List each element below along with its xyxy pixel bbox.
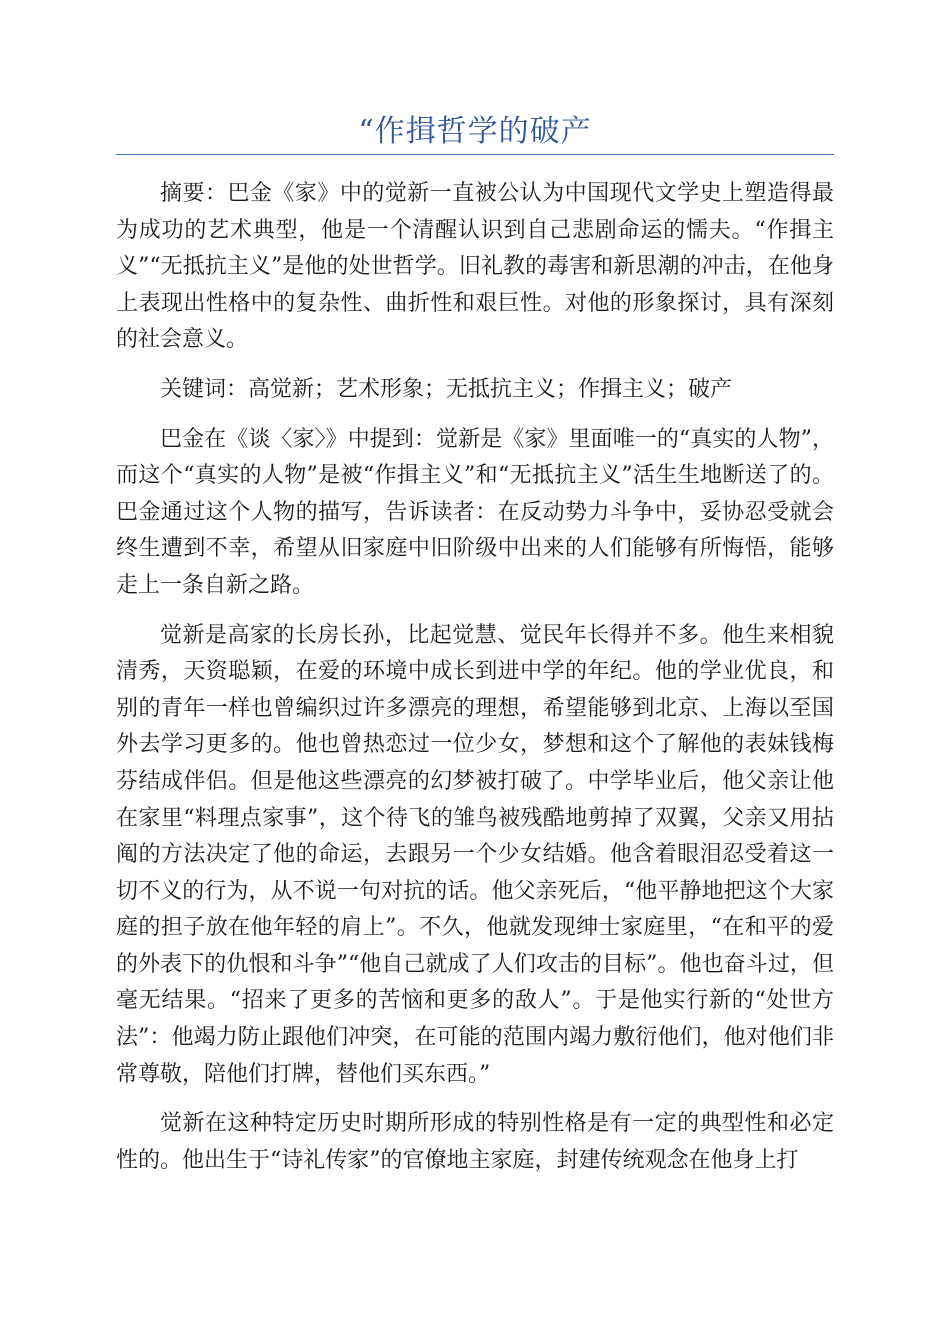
keywords-paragraph: 关键词：高觉新；艺术形象；无抵抗主义；作揖主义；破产 <box>160 376 733 402</box>
body-paragraph: 巴金在《谈〈家〉》中提到：觉新是《家》里面唯一的“真实的人物”，而这个“真实的人物”是被“作揖主义”和“无抵抗主义”活生生地断送了的。巴金通过这个人物的描写，告诉读者：在反动势力斗争中，妥协忍受就会终生遭到不幸，希望从旧家庭中旧阶级中出来的人们能够有所悔悟，能够走上一条自新之路。 <box>116 426 834 598</box>
document-title: “作揖哲学的破产 <box>358 114 592 149</box>
body-paragraph: 觉新在这种特定历史时期所形成的特别性格是有一定的典型性和必定性的。他出生于“诗礼传家”的官僚地主家庭，封建传统观念在他身上打 <box>116 1111 834 1173</box>
body-paragraph: 觉新是高家的长房长孙，比起觉慧、觉民年长得并不多。他生来相貌清秀，天资聪颖，在爱的环境中成长到进中学的年纪。他的学业优良，和别的青年一样也曾编织过许多漂亮的理想，希望能够到北京、上海以至国外去学习更多的。他也曾热恋过一位少女，梦想和这个了解他的表妹钱梅芬结成伴侣。但是他这些漂亮的幻梦被打破了。中学毕业后，他父亲让他在家里“料理点家事”，这个待飞的雏鸟被残酷地剪掉了双翼，父亲又用拈阄的方法决定了他的命运，去跟另一个少女结婚。他含着眼泪忍受着这一切不义的行为，从不说一句对抗的话。他父亲死后，“他平静地把这个大家庭的担子放在他年轻的肩上”。不久，他就发现绅士家庭里，“在和平的爱的外表下的仇恨和斗争”“他自己就成了人们攻击的目标”。他也奋斗过，但毫无结果。“招来了更多的苦恼和更多的敌人”。于是他实行新的“处世方法”：他竭力防止跟他们冲突，在可能的范围内竭力敷衍他们，他对他们非常尊敬，陪他们打牌，替他们买东西。” <box>116 622 834 1087</box>
title-divider <box>116 154 834 155</box>
document-body <box>116 176 834 1192</box>
abstract-paragraph: 摘要：巴金《家》中的觉新一直被公认为中国现代文学史上塑造得最为成功的艺术典型，他是一个清醒认识到自己悲剧命运的懦夫。“作揖主义”“无抵抗主义”是他的处世哲学。旧礼教的毒害和新思潮的冲击，在他身上表现出性格中的复杂性、曲折性和艰巨性。对他的形象探讨，具有深刻的社会意义。 <box>116 181 834 353</box>
